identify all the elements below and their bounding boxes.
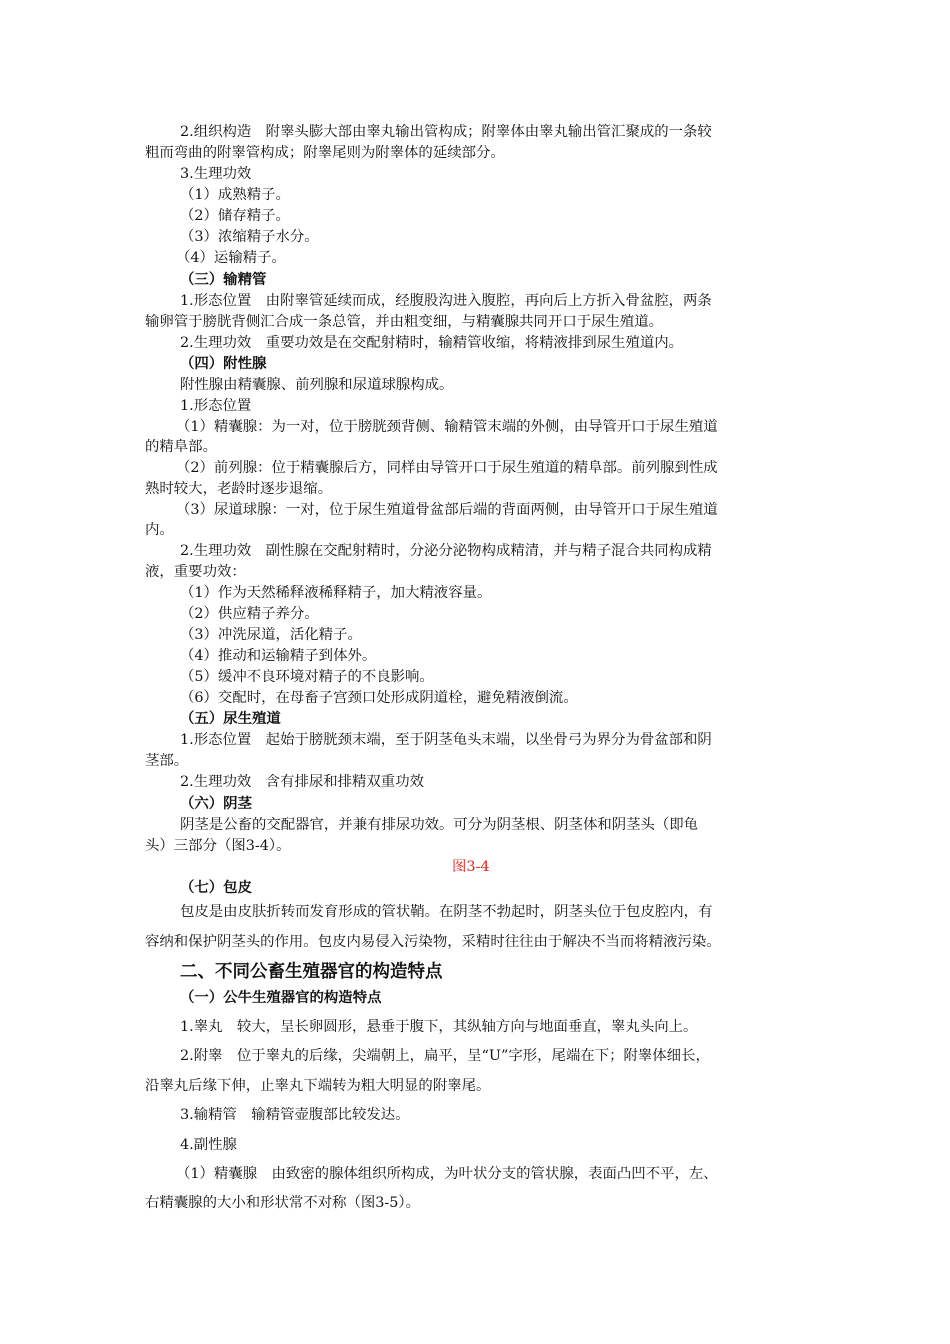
paragraph-line: （3）尿道球腺：一对，位于尿生殖道骨盆部后端的背面两侧，由导管开口于尿生殖道: [176, 502, 718, 518]
paragraph-line: 粗而弯曲的附睾管构成；附睾尾则为附睾体的延续部分。: [145, 145, 505, 161]
section-heading: （七）包皮: [180, 880, 252, 896]
chapter-heading: 二、不同公畜生殖器官的构造特点: [180, 962, 443, 982]
section-heading: （四）附性腺: [180, 356, 267, 372]
list-item: （4）推动和运输精子到体外。: [180, 648, 377, 664]
paragraph-line: 阴茎是公畜的交配器官，并兼有排尿功效。可分为阴茎根、阴茎体和阴茎头（即龟: [180, 817, 699, 833]
list-item: （1）成熟精子。: [180, 187, 290, 203]
paragraph-line: （2）前列腺：位于精囊腺后方，同样由导管开口于尿生殖道的精阜部。前列腺到性成: [176, 460, 718, 476]
paragraph-line: 附性腺由精囊腺、前列腺和尿道球腺构成。: [180, 377, 454, 393]
list-item: （2）供应精子养分。: [180, 606, 319, 622]
paragraph-line: 头）三部分（图3-4）。: [145, 838, 291, 854]
section-heading: （一）公牛生殖器官的构造特点: [180, 990, 382, 1006]
paragraph-line: 3.输精管 输精管壶腹部比较发达。: [180, 1107, 410, 1123]
paragraph-line: 1.睾丸 较大，呈长卵圆形，悬垂于腹下，其纵轴方向与地面垂直，睾丸头向上。: [180, 1019, 698, 1035]
paragraph-line: （1）精囊腺：为一对，位于膀胱颈背侧、输精管末端的外侧，由导管开口于尿生殖道: [176, 419, 718, 435]
list-heading: 3.生理功效: [180, 166, 252, 182]
paragraph-line: 2.组织构造 附睾头膨大部由睾丸输出管构成；附睾体由睾丸输出管汇聚成的一条较: [180, 124, 712, 140]
section-heading: （五）尿生殖道: [180, 711, 281, 727]
paragraph-line: 2.附睾 位于睾丸的后缘，尖端朝上，扁平，呈“U”字形，尾端在下；附睾体细长，: [180, 1048, 710, 1064]
paragraph-line: （1）精囊腺 由致密的腺体组织所构成，为叶状分支的管状腺，表面凸凹不平，左、: [176, 1166, 718, 1182]
list-item: （3）冲洗尿道，活化精子。: [180, 627, 362, 643]
figure-caption: 图3-4: [452, 859, 490, 875]
paragraph-line: 液，重要功效：: [145, 564, 246, 580]
paragraph-line: 2.生理功效 重要功效是在交配射精时，输精管收缩，将精液排到尿生殖道内。: [180, 335, 684, 351]
paragraph-line: 1.形态位置 起始于膀胱颈末端，至于阴茎龟头末端，以坐骨弓为界分为骨盆部和阴: [180, 732, 712, 748]
list-item: （1）作为天然稀释液稀释精子，加大精液容量。: [180, 585, 492, 601]
paragraph-line: 熟时较大，老龄时逐步退缩。: [145, 481, 333, 497]
section-heading: （三）输精管: [180, 272, 267, 288]
paragraph-line: 1.形态位置 由附睾管延续而成，经腹股沟进入腹腔，再向后上方折入骨盆腔，两条: [180, 293, 712, 309]
list-item: （5）缓冲不良环境对精子的不良影响。: [180, 669, 434, 685]
paragraph-line: 右精囊腺的大小和形状常不对称（图3-5）。: [145, 1195, 421, 1211]
paragraph-line: 的精阜部。: [145, 439, 217, 455]
paragraph-line: 容纳和保护阴茎头的作用。包皮内易侵入污染物，采精时往往由于解决不当而将精液污染。: [145, 934, 721, 950]
paragraph-line: 内。: [145, 522, 174, 538]
section-heading: （六）阴茎: [180, 796, 252, 812]
list-item: （2）储存精子。: [180, 208, 290, 224]
paragraph-line: 2.生理功效 副性腺在交配射精时，分泌分泌物构成精清，并与精子混合共同构成精: [180, 543, 712, 559]
list-item: （4）运输精子。: [176, 250, 286, 266]
paragraph-line: 茎部。: [145, 753, 189, 769]
paragraph-line: 输卵管于膀胱背侧汇合成一条总管，并由粗变细，与精囊腺共同开口于尿生殖道。: [145, 314, 664, 330]
list-item: （6）交配时，在母畜子宫颈口处形成阴道栓，避免精液倒流。: [180, 690, 578, 706]
paragraph-line: 包皮是由皮肤折转而发育形成的管状鞘。在阴茎不勃起时，阴茎头位于包皮腔内，有: [180, 904, 713, 920]
paragraph-line: 2.生理功效 含有排尿和排精双重功效: [180, 774, 424, 790]
paragraph-line: 沿睾丸后缘下伸，止睾丸下端转为粗大明显的附睾尾。: [145, 1078, 491, 1094]
list-item: （3）浓缩精子水分。: [180, 229, 319, 245]
list-heading: 4.副性腺: [180, 1137, 237, 1153]
list-heading: 1.形态位置: [180, 398, 252, 414]
